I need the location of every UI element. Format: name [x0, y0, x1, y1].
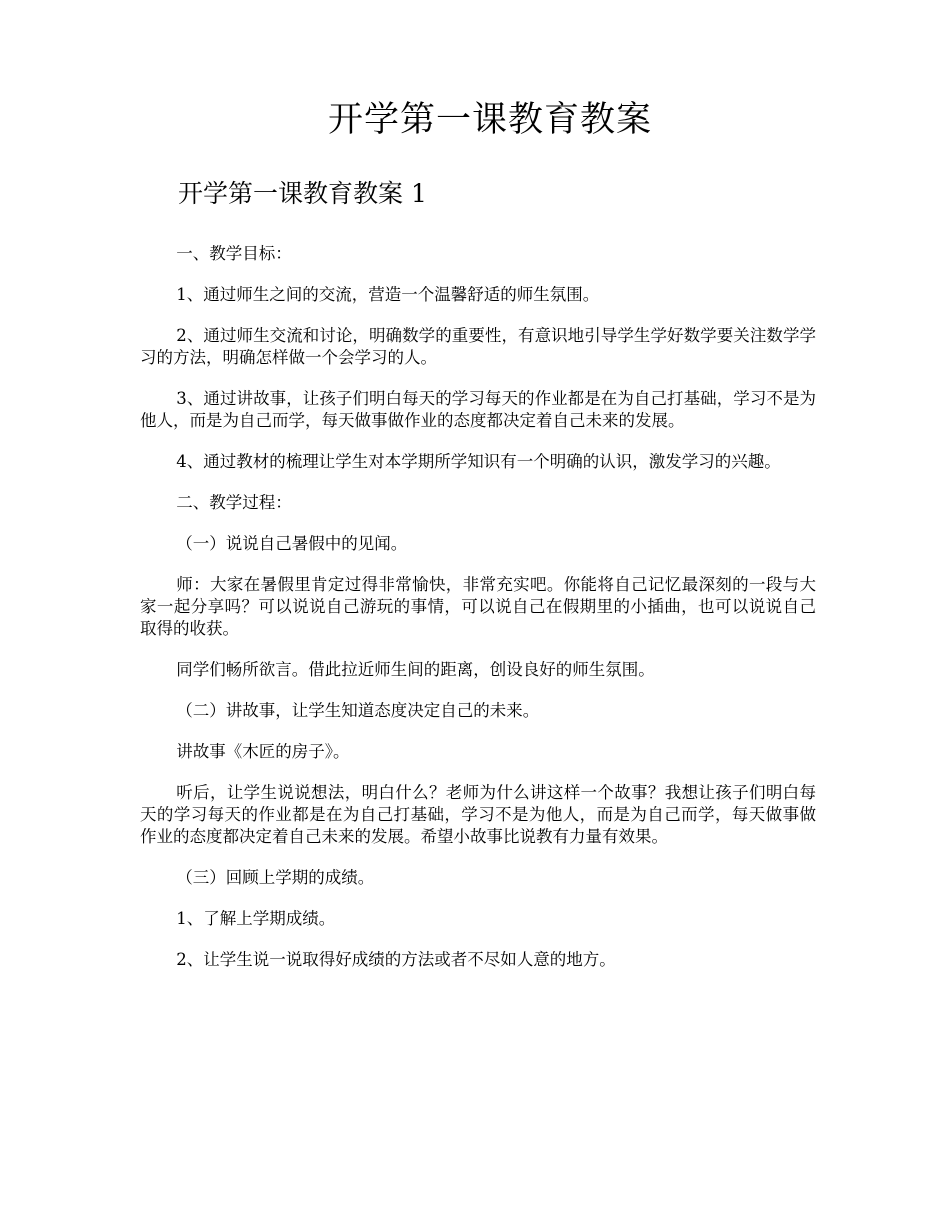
document-body	[140, 243, 816, 990]
document-title: 开学第一课教育教案	[327, 100, 652, 140]
paragraph: 师：大家在暑假里肯定过得非常愉快，非常充实吧。你能将自己记忆最深刻的一段与大家一起分享吗？可以说说自己游玩的事情，可以说自己在假期里的小插曲，也可以说说自己取得的收获。	[140, 575, 816, 638]
paragraph: 一、教学目标：	[176, 244, 292, 263]
paragraph: 4、通过教材的梳理让学生对本学期所学知识有一个明确的认识，激发学习的兴趣。	[176, 452, 781, 471]
paragraph: 3、通过讲故事，让孩子们明白每天的学习每天的作业都是在为自己打基础，学习不是为他人，而是为自己而学，每天做事做作业的态度都决定着自己未来的发展。	[140, 389, 816, 430]
paragraph: 听后，让学生说说想法，明白什么？老师为什么讲这样一个故事？我想让孩子们明白每天的学习每天的作业都是在为自己打基础，学习不是为他人，而是为自己而学，每天做事做作业的态度都决定着自己未来的发展。希望小故事比说教有力量有效果。	[140, 783, 816, 846]
paragraph: 2、让学生说一说取得好成绩的方法或者不尽如人意的地方。	[176, 950, 616, 969]
paragraph: （二）讲故事，让学生知道态度决定自己的未来。	[176, 701, 540, 720]
paragraph: 二、教学过程：	[176, 493, 292, 512]
paragraph: 同学们畅所欲言。借此拉近师生间的距离，创设良好的师生氛围。	[176, 660, 655, 679]
paragraph: 2、通过师生交流和讨论，明确数学的重要性，有意识地引导学生学好数学要关注数学学习的方法，明确怎样做一个会学习的人。	[140, 326, 816, 367]
paragraph: （三）回顾上学期的成绩。	[176, 868, 375, 887]
paragraph: 讲故事《木匠的房子》。	[176, 742, 350, 761]
section-title: 开学第一课教育教案 1	[178, 179, 427, 208]
paragraph: （一）说说自己暑假中的见闻。	[176, 534, 408, 553]
paragraph: 1、通过师生之间的交流，营造一个温馨舒适的师生氛围。	[176, 285, 600, 304]
paragraph: 1、了解上学期成绩。	[176, 909, 336, 928]
